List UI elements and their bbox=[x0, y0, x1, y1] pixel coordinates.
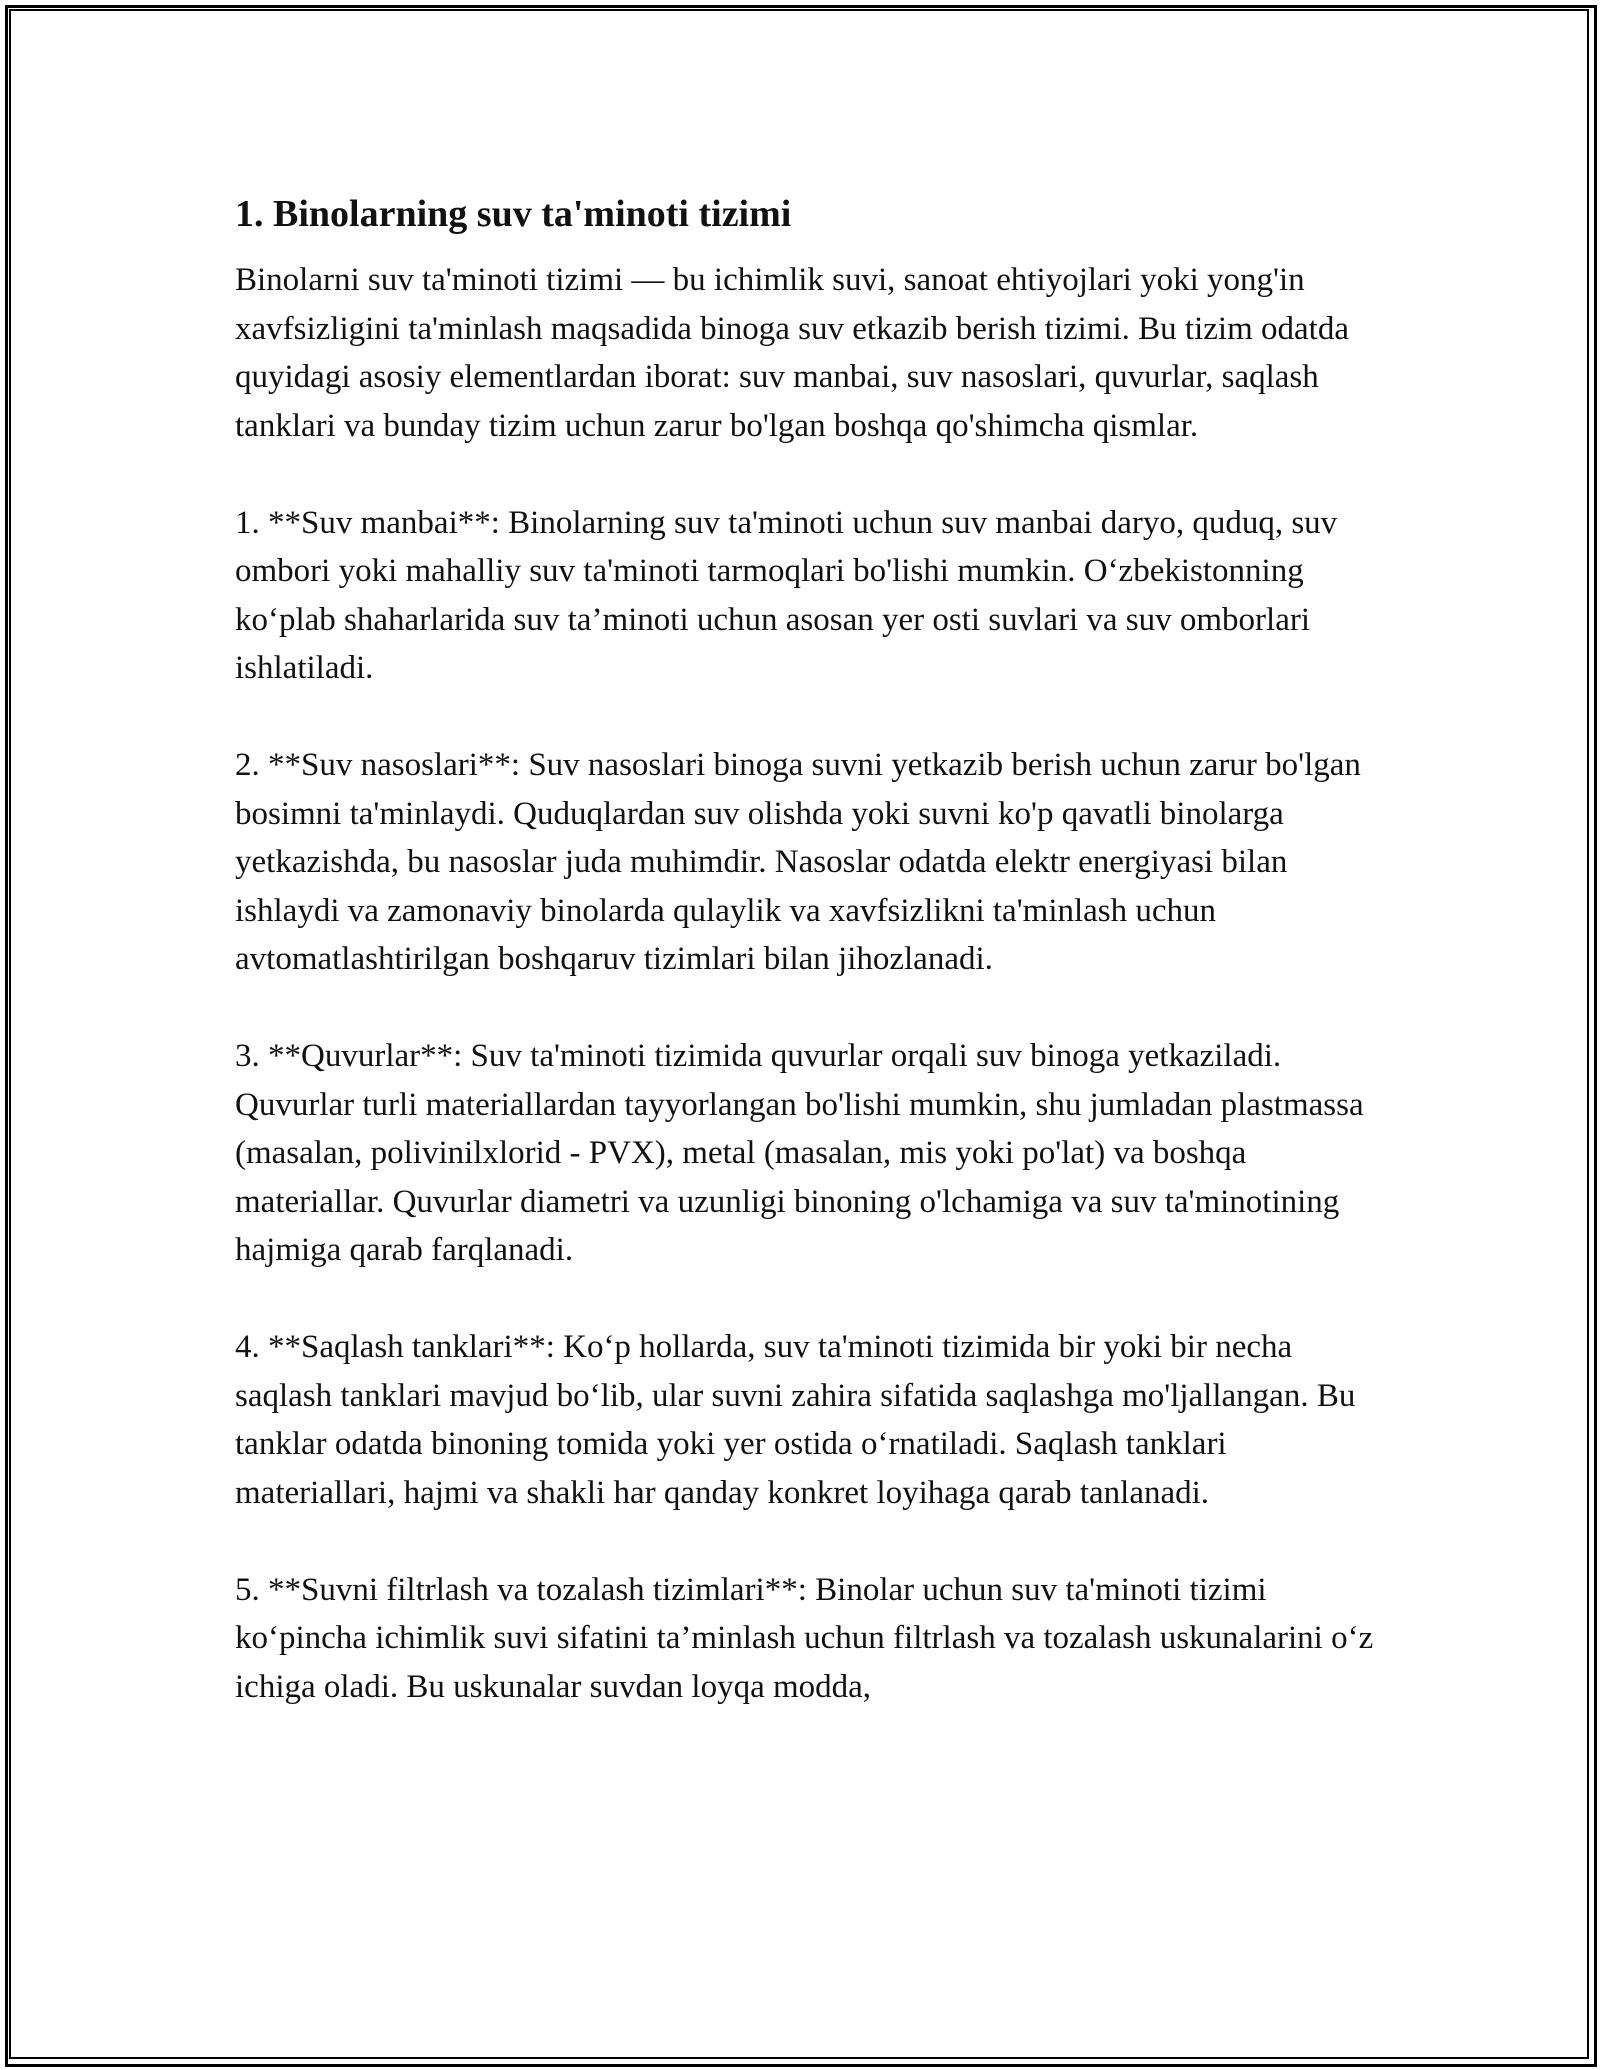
paragraph-water-pumps: 2. **Suv nasoslari**: Suv nasoslari binoga suvni yetkazib berish uchun zarur bo'lgan bosimni ta'minlaydi. Quduqlardan suv olishda yoki suvni ko'p qavatli binolarga yetkazishda, bu nasoslar juda muhimdir. Nasoslar odatda elektr energiyasi bilan ishlaydi va zamonaviy binolarda qulaylik va xavfsizlikni ta'minlash uchun avtomatlashtirilgan boshqaruv tizimlari bilan jihozlanadi. bbox=[235, 747, 1361, 977]
paragraph-intro: Binolarni suv ta'minoti tizimi — bu ichimlik suvi, sanoat ehtiyojlari yoki yong'in xavfsizligini ta'minlash maqsadida binoga suv etkazib berish tizimi. Bu tizim odatda quyidagi asosiy elementlardan iborat: suv manbai, suv nasoslari, quvurlar, saqlash tanklari va bunday tizim uchun zarur bo'lgan boshqa qo'shimcha qismlar. bbox=[235, 262, 1349, 444]
paragraph-water-source: 1. **Suv manbai**: Binolarning suv ta'minoti uchun suv manbai daryo, quduq, suv ombori yoki mahalliy suv ta'minoti tarmoqlari bo'lishi mumkin. O‘zbekistonning ko‘plab shaharlarida suv ta’minoti uchun asosan yer osti suvlari va suv omborlari ishlatiladi. bbox=[235, 504, 1338, 686]
paragraph-filtration: 5. **Suvni filtrlash va tozalash tizimlari**: Binolar uchun suv ta'minoti tizimi ko‘pincha ichimlik suvi sifatini ta’minlash uchun filtrlash va tozalash uskunalarini o‘z ichiga oladi. Bu uskunalar suvdan loyqa modda, bbox=[235, 1571, 1374, 1705]
section-heading: 1. Binolarning suv ta'minoti tizimi bbox=[235, 193, 792, 235]
document-body bbox=[235, 184, 1385, 1760]
paragraph-storage-tanks: 4. **Saqlash tanklari**: Ko‘p hollarda, suv ta'minoti tizimida bir yoki bir necha saqlash tanklari mavjud bo‘lib, ular suvni zahira sifatida saqlashga mo'ljallangan. Bu tanklar odatda binoning tomida yoki yer ostida o‘rnatiladi. Saqlash tanklari materiallari, hajmi va shakli har qanday konkret loyihaga qarab tanlanadi. bbox=[235, 1329, 1356, 1511]
paragraph-pipes: 3. **Quvurlar**: Suv ta'minoti tizimida quvurlar orqali suv binoga yetkaziladi. Quvurlar turli materiallardan tayyorlangan bo'lishi mumkin, shu jumladan plastmassa (masalan, polivinilxlorid - PVX), metal (masalan, mis yoki po'lat) va boshqa materiallar. Quvurlar diametri va uzunligi binoning o'lchamiga va suv ta'minotining hajmiga qarab farqlanadi. bbox=[235, 1038, 1364, 1268]
